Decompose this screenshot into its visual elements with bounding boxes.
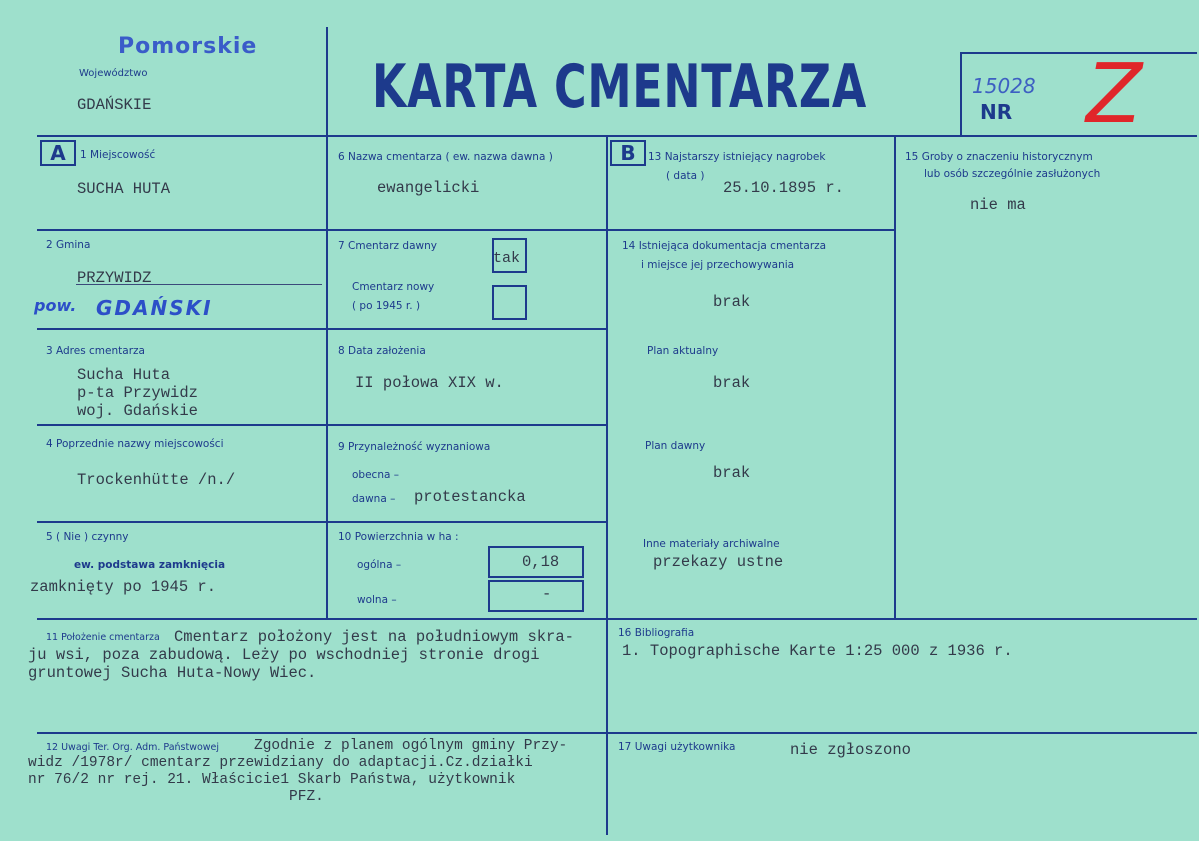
- f13-label: 13 Najstarszy istniejący nagrobek: [648, 151, 826, 163]
- f2-value: PRZYWIDZ: [77, 269, 152, 287]
- vline-col2: [606, 135, 608, 835]
- f4-value: Trockenhütte /n./: [77, 471, 236, 489]
- f4-label: 4 Poprzednie nazwy miejscowości: [46, 438, 224, 450]
- plan-former-label: Plan dawny: [645, 440, 706, 452]
- f7b-label1: Cmentarz nowy: [352, 281, 435, 293]
- vline-header: [326, 27, 328, 137]
- hline-a3: [37, 424, 608, 426]
- f16-label: 16 Bibliografia: [618, 627, 695, 639]
- f5-sub: ew. podstawa zamknięcia: [74, 559, 226, 571]
- f7-label: 7 Cmentarz dawny: [338, 240, 437, 252]
- f17-value: nie zgłoszono: [790, 741, 911, 759]
- hline-row-bottom: [37, 618, 1197, 620]
- card-title: KARTA CMENTARZA: [372, 52, 867, 122]
- f10-total-label: ogólna –: [357, 559, 402, 571]
- other-value: przekazy ustne: [653, 553, 784, 571]
- f10-free: -: [542, 585, 552, 603]
- f10-free-label: wolna –: [357, 594, 397, 606]
- hline-a1: [37, 229, 608, 231]
- f12-label: 12 Uwagi Ter. Org. Adm. Państwowej: [46, 742, 220, 753]
- vline-col3: [894, 135, 896, 619]
- plan-former: brak: [713, 464, 751, 482]
- f3-label: 3 Adres cmentarza: [46, 345, 145, 357]
- nr-box-left: [960, 52, 962, 137]
- f14-label2: i miejsce jej przechowywania: [641, 259, 795, 271]
- voivodeship-label: Województwo: [79, 68, 148, 79]
- f2-stamp: GDAŃSKI: [96, 296, 213, 320]
- f2-stamp-prefix: pow.: [34, 296, 77, 315]
- f15-label1: 15 Groby o znaczeniu historycznym: [905, 151, 1093, 163]
- f3-value: Sucha Huta p-ta Przywidz woj. Gdańskie: [77, 366, 198, 420]
- f17-label: 17 Uwagi użytkownika: [618, 741, 736, 753]
- other-label: Inne materiały archiwalne: [643, 538, 780, 550]
- f6-label: 6 Nazwa cmentarza ( ew. nazwa dawna ): [338, 151, 553, 163]
- nr-box-top: [960, 52, 1197, 54]
- hline-row-bottom2: [37, 732, 1197, 734]
- nr-label: NR: [980, 100, 1013, 124]
- f9-label: 9 Przynależność wyznaniowa: [338, 441, 491, 453]
- f5-label: 5 ( Nie ) czynny: [46, 531, 129, 543]
- f8-label: 8 Data założenia: [338, 345, 426, 357]
- hline-a4: [37, 521, 608, 523]
- f8-value: II połowa XIX w.: [355, 374, 504, 392]
- f9-current: obecna –: [352, 469, 399, 481]
- f13-sub: ( data ): [666, 170, 705, 182]
- voivodeship-stamp: Pomorskie: [118, 34, 258, 59]
- hline-a2: [37, 328, 608, 330]
- f11-label: 11 Położenie cmentarza: [46, 632, 160, 643]
- f2-label: 2 Gmina: [46, 239, 91, 251]
- f5-value: zamknięty po 1945 r.: [30, 578, 217, 596]
- plan-current-label: Plan aktualny: [647, 345, 719, 357]
- f11-value: Cmentarz położony jest na południowym skra- ju wsi, poza zabudową. Leży po wschodniej stronie drogi gruntowej Sucha Huta-Nowy Wiec.: [28, 628, 574, 682]
- f13-value: 25.10.1895 r.: [723, 179, 844, 197]
- f7-value: tak: [493, 250, 521, 267]
- f1-value: SUCHA HUTA: [77, 180, 171, 198]
- f12-value: Zgodnie z planem ogólnym gminy Przy- widz /1978r/ cmentarz przewidziany do adaptacji.Cz.działki nr 76/2 nr rej. 21. Właścicie1 Skarb Państwa, użytkownik PFZ.: [28, 738, 568, 805]
- f15-label2: lub osób szczególnie zasłużonych: [924, 168, 1101, 180]
- f14-label1: 14 Istniejąca dokumentacja cmentarza: [622, 240, 827, 252]
- vline-col1: [326, 135, 328, 619]
- plan-current: brak: [713, 374, 751, 392]
- hline-b1: [608, 229, 896, 231]
- section-b-letter: B: [610, 140, 646, 166]
- nr-letter: Z: [1086, 47, 1143, 142]
- nr-handwritten: 15028: [972, 74, 1036, 98]
- voivodeship-value: GDAŃSKIE: [77, 96, 152, 114]
- f14-value: brak: [713, 293, 751, 311]
- f16-value: 1. Topographische Karte 1:25 000 z 1936 r.: [622, 642, 1013, 660]
- f15-value: nie ma: [970, 196, 1026, 214]
- f10-total: 0,18: [522, 553, 560, 571]
- f10-free-box: [488, 580, 584, 612]
- f7b-label2: ( po 1945 r. ): [352, 300, 421, 312]
- f10-label: 10 Powierzchnia w ha :: [338, 531, 459, 543]
- f6-value: ewangelicki: [377, 179, 480, 197]
- f9-former: dawna –: [352, 493, 396, 505]
- hline-main-top: [37, 135, 1197, 137]
- f9-value: protestancka: [414, 488, 526, 506]
- f7b-box: [492, 285, 527, 320]
- f1-label: 1 Miejscowość: [80, 149, 156, 161]
- section-a-letter: A: [40, 140, 76, 166]
